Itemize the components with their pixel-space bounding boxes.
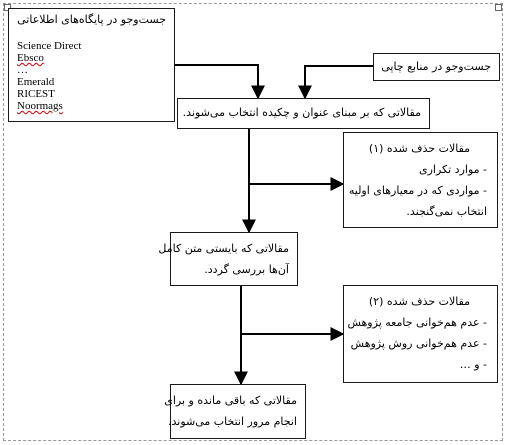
databases-search-box: [8, 8, 175, 122]
removed-2-line: - و …: [459, 358, 487, 371]
removed-1-line: انتخاب نمی‌گنجند.: [406, 205, 487, 218]
database-item: Emerald: [17, 76, 55, 88]
arrow-print-to-titles: [305, 66, 373, 98]
final-selection-line: انجام مرور انتخاب می‌شوند.: [168, 415, 297, 428]
removed-1-line: - مواردی که در معیارهای اولیه: [348, 184, 487, 197]
database-item: RICEST: [17, 88, 55, 100]
database-item: Science Direct: [17, 40, 82, 52]
final-selection-box: [164, 384, 306, 439]
removed-articles-2-box: [343, 285, 498, 383]
title-abstract-label: مقالاتی که بر مبنای عنوان و چکیده انتخاب می‌شوند.: [182, 106, 421, 119]
removed-1-title: مقالات حذف شده (۱): [368, 142, 471, 155]
final-selection-line: مقالاتی که باقی مانده و برای: [164, 394, 297, 407]
full-text-review-box: [158, 232, 298, 286]
removed-2-title: مقالات حذف شده (۲): [368, 295, 471, 308]
print-sources-box: [373, 53, 500, 81]
removed-2-line: - عدم هم‌خوانی روش پژوهش: [350, 337, 487, 350]
title-abstract-selection-box: [177, 98, 430, 129]
full-text-line: مقالاتی که بایستی متن کامل: [158, 242, 289, 255]
removed-1-line: - موارد تکراری: [419, 163, 487, 176]
databases-title: جست‌وجو در پایگاه‌های اطلاعاتی: [17, 13, 166, 26]
arrow-databases-to-titles: [175, 65, 258, 98]
print-sources-label: جست‌وجو در منابع چاپی: [381, 60, 491, 73]
removed-articles-1-box: [343, 132, 498, 228]
database-item: …: [17, 64, 28, 76]
database-item: Noormags: [17, 100, 63, 112]
removed-2-line: - عدم هم‌خوانی جامعه پژوهش: [347, 316, 487, 329]
database-item: Ebsco: [17, 52, 44, 64]
full-text-line: آن‌ها بررسی گردد.: [204, 263, 289, 276]
database-list: [17, 40, 166, 112]
